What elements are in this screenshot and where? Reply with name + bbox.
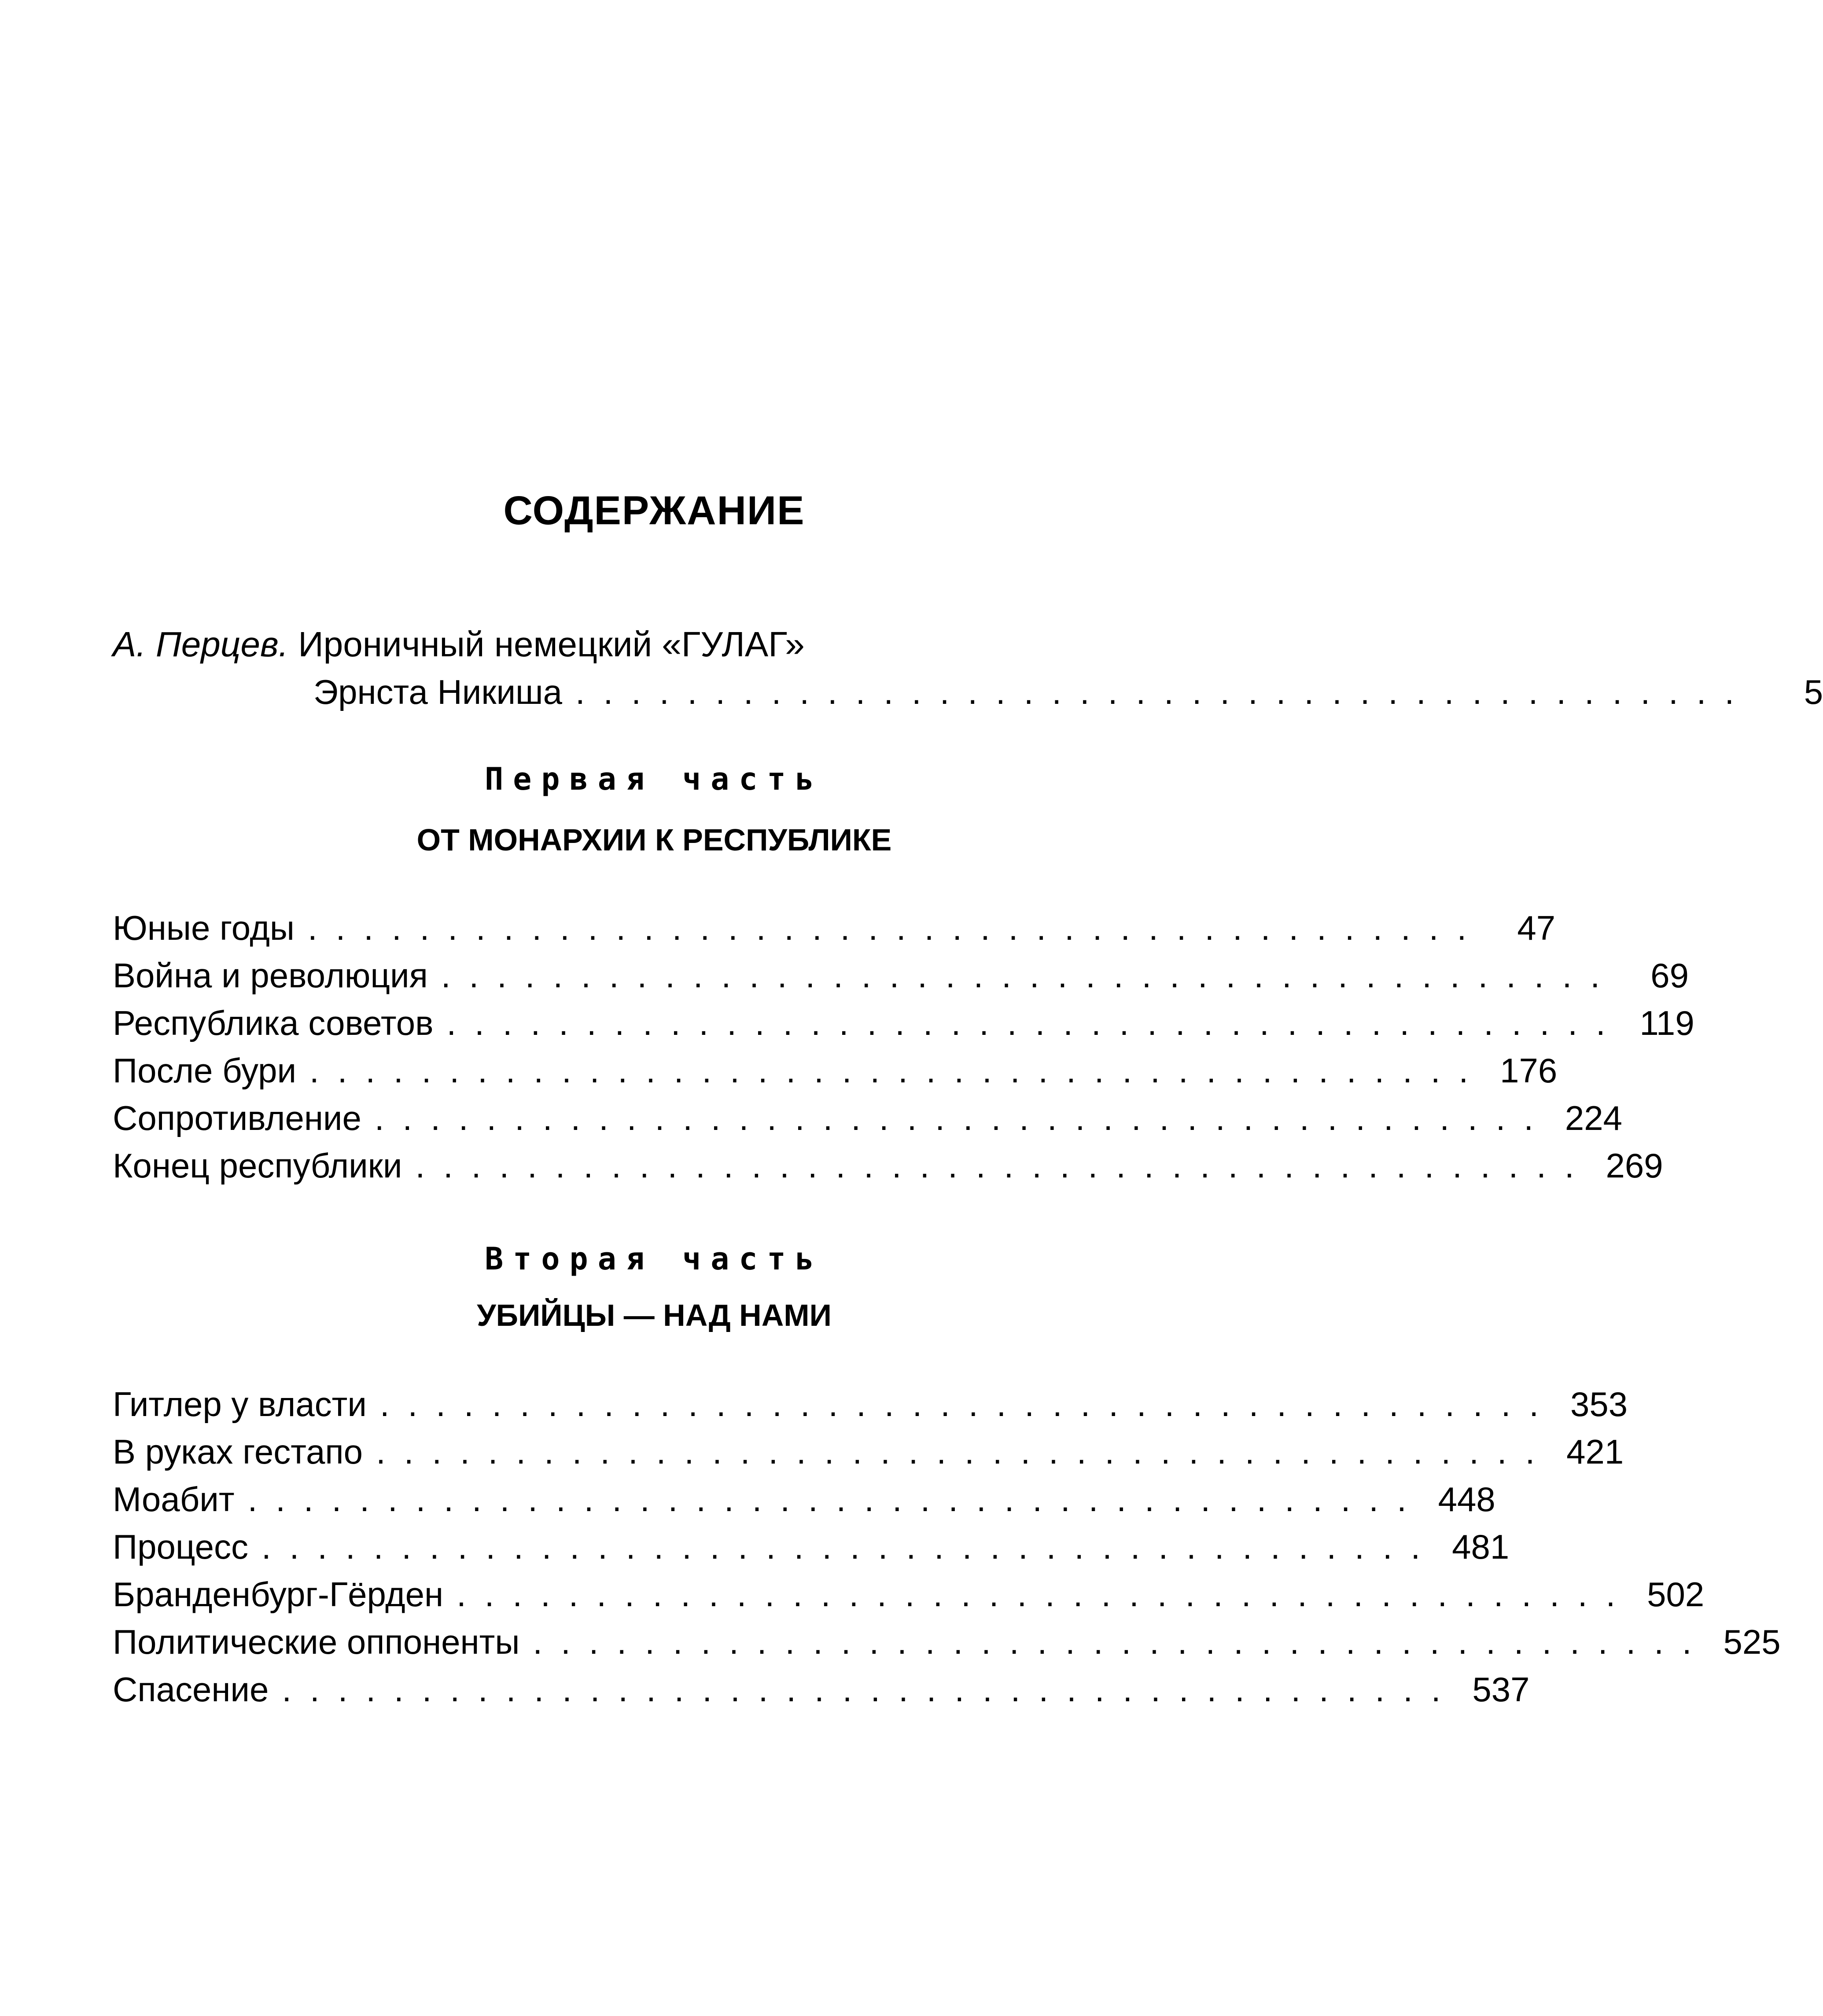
toc-entry-page: 69 <box>1650 956 1689 995</box>
part-2-subtitle: УБИЙЦЫ — НАД НАМИ <box>477 1298 832 1332</box>
toc-entry[interactable] <box>113 1571 1705 1618</box>
intro-title-line1: Ироничный немецкий «ГУЛАГ» <box>298 625 805 664</box>
toc-entry[interactable] <box>113 1666 1530 1713</box>
dot-leader: .......................................... <box>247 1480 1425 1519</box>
toc-entry[interactable] <box>113 904 1556 952</box>
dot-leader: .......................................... <box>441 956 1619 995</box>
toc-entry-page: 176 <box>1500 1051 1558 1090</box>
toc-entry[interactable] <box>113 952 1689 999</box>
intro-entry-continuation <box>313 668 1823 716</box>
toc-entry-label: Процесс <box>113 1527 249 1566</box>
part-1-heading: Первая часть <box>485 761 824 797</box>
dot-leader: .......................................... <box>307 909 1485 947</box>
toc-entry[interactable] <box>113 999 1694 1047</box>
toc-entry-page: 353 <box>1570 1385 1628 1424</box>
page-title: СОДЕРЖАНИЕ <box>503 488 805 533</box>
toc-entry-page: 421 <box>1566 1432 1624 1471</box>
dot-leader: .......................................... <box>575 673 1753 711</box>
toc-entry[interactable] <box>113 1047 1558 1094</box>
toc-entry-label: Война и революция <box>113 956 428 995</box>
toc-entry[interactable] <box>113 1523 1510 1571</box>
dot-leader: .......................................... <box>415 1146 1593 1185</box>
toc-entry[interactable] <box>113 1618 1781 1666</box>
toc-entry-label: Гитлер у власти <box>113 1385 367 1424</box>
toc-entry[interactable] <box>113 1380 1628 1428</box>
dot-leader: .......................................... <box>379 1385 1558 1424</box>
toc-entry-page: 47 <box>1517 909 1556 947</box>
toc-entry[interactable] <box>113 1142 1663 1189</box>
part-2-heading: Вторая часть <box>485 1241 824 1277</box>
toc-entry-label: В руках гестапо <box>113 1432 363 1471</box>
toc-entry-page: 119 <box>1639 1004 1694 1042</box>
dot-leader: .......................................... <box>376 1432 1554 1471</box>
dot-leader: .......................................... <box>282 1670 1459 1709</box>
toc-entry[interactable] <box>113 1428 1624 1475</box>
toc-entry-page: 224 <box>1565 1099 1623 1137</box>
intro-entry <box>113 621 1191 668</box>
dot-leader: .......................................... <box>446 1004 1624 1042</box>
toc-entry-label: После бури <box>113 1051 297 1090</box>
toc-entry[interactable] <box>113 1094 1623 1142</box>
toc-entry-page: 448 <box>1438 1480 1495 1519</box>
toc-entry-page: 269 <box>1606 1146 1663 1185</box>
dot-leader: .......................................... <box>261 1527 1439 1566</box>
intro-page-number: 5 <box>1804 673 1823 711</box>
toc-entry-label: Юные годы <box>113 909 295 947</box>
dot-leader: .......................................... <box>457 1575 1634 1614</box>
toc-entry-page: 502 <box>1647 1575 1705 1614</box>
toc-entry-label: Моабит <box>113 1480 235 1519</box>
toc-entry-label: Сопротивление <box>113 1099 361 1137</box>
dot-leader: .......................................... <box>374 1099 1552 1137</box>
toc-entry-page: 481 <box>1452 1527 1510 1566</box>
toc-entry-label: Республика советов <box>113 1004 434 1042</box>
toc-entry-label: Конец республики <box>113 1146 402 1185</box>
dot-leader: .......................................... <box>309 1051 1487 1090</box>
intro-title-line2: Эрнста Никиша <box>313 673 562 711</box>
toc-entry-label: Бранденбург-Гёрден <box>113 1575 444 1614</box>
toc-entry[interactable] <box>113 1475 1495 1523</box>
toc-entry-page: 537 <box>1472 1670 1530 1709</box>
toc-entry-label: Спасение <box>113 1670 269 1709</box>
toc-entry-label: Политические оппоненты <box>113 1622 520 1661</box>
dot-leader: .......................................... <box>533 1622 1710 1661</box>
toc-entry-page: 525 <box>1723 1622 1781 1661</box>
intro-author: А. Перцев. <box>113 625 288 664</box>
part-1-subtitle: ОТ МОНАРХИИ К РЕСПУБЛИКЕ <box>416 823 892 857</box>
